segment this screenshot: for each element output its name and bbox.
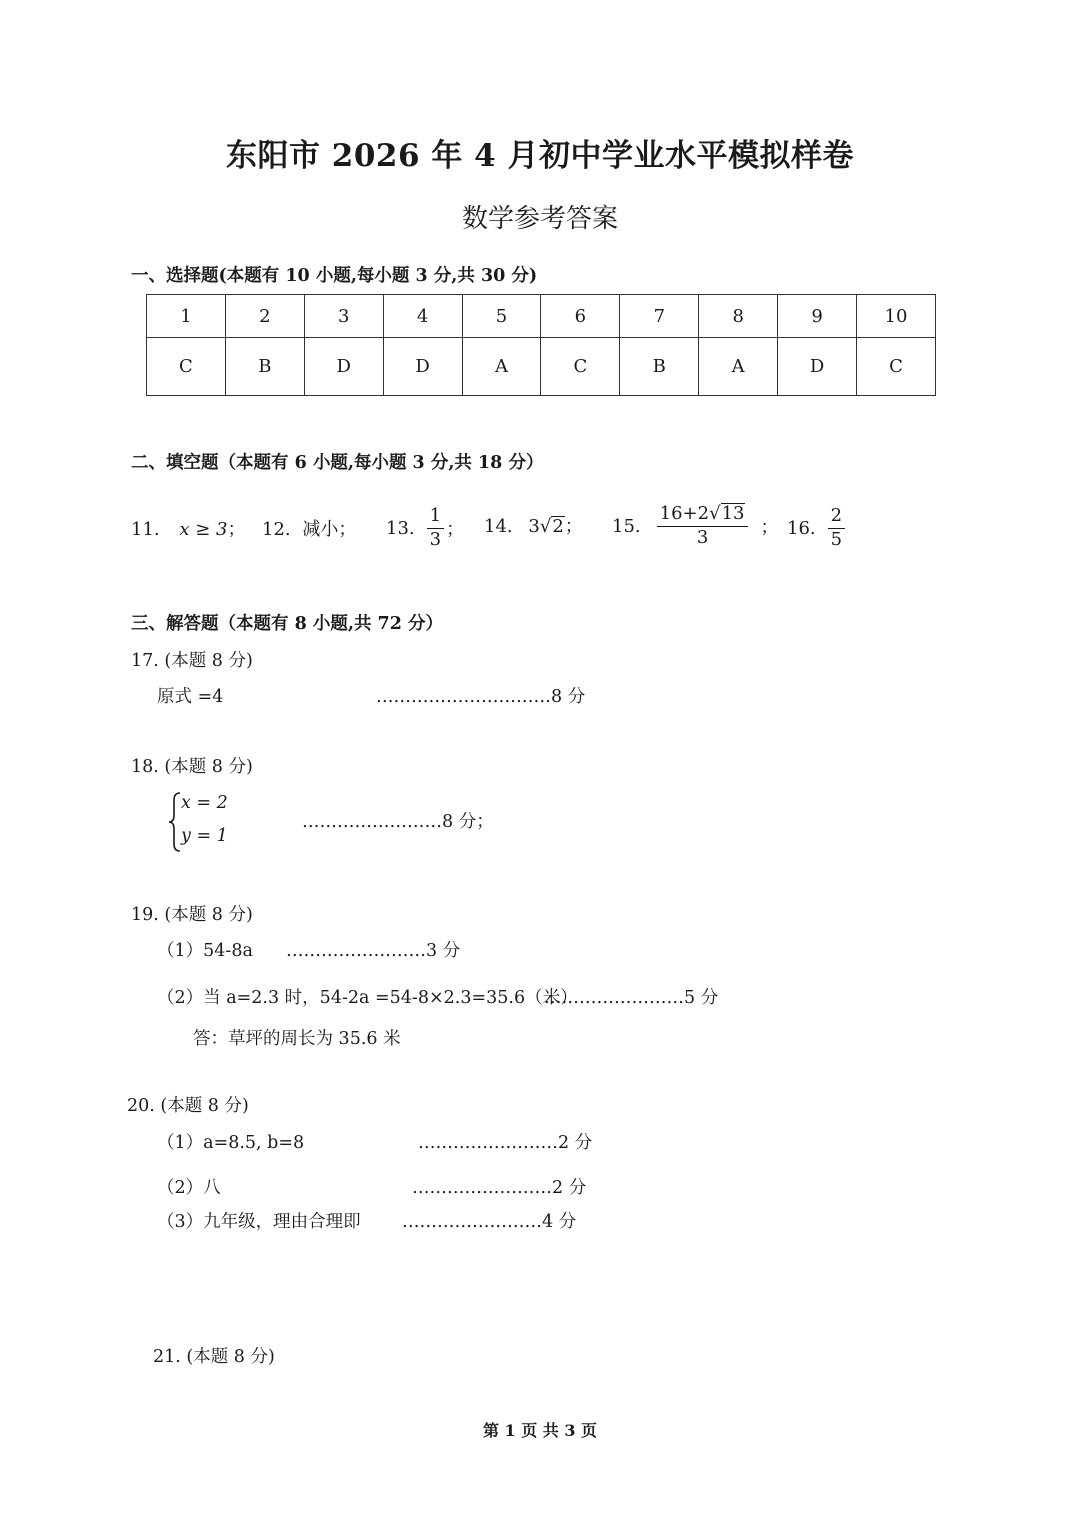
page-number: 第 1 页 共 3 页	[482, 1421, 598, 1440]
q11-value: x ≥ 3	[179, 519, 228, 540]
q14-coefficient: 3	[528, 516, 540, 537]
table-cell: 8	[699, 295, 778, 338]
q19-part1: （1）54-8a	[157, 941, 253, 961]
table-cell: 7	[620, 295, 699, 338]
q20-part1-score: ……………………2 分	[418, 1133, 593, 1153]
table-cell: 9	[778, 295, 857, 338]
q13-fraction	[427, 506, 444, 550]
q15-separator: ；	[760, 517, 779, 538]
table-cell: D	[304, 338, 383, 396]
q18-score: ……………………8 分；	[302, 812, 494, 832]
q20-heading: 20. (本题 8 分)	[127, 1096, 249, 1116]
q13-denominator: 3	[429, 528, 442, 550]
q13-number: 13.	[386, 517, 415, 539]
q20-part2-score: ……………………2 分	[412, 1178, 587, 1198]
q15-fraction	[657, 503, 749, 548]
q12-answer	[262, 515, 356, 541]
q15-radicand: 13	[721, 503, 745, 525]
section3-heading: 三、解答题（本题有 8 小题,共 72 分）	[131, 614, 443, 634]
q13-separator: ；	[446, 519, 465, 540]
q15-answer	[612, 496, 778, 556]
q13-answer	[386, 500, 464, 556]
table-cell: 10	[857, 295, 936, 338]
table-cell: 6	[541, 295, 620, 338]
table-cell: 2	[225, 295, 304, 338]
q12-value: 减小	[302, 519, 339, 540]
table-cell: A	[462, 338, 541, 396]
choice-number-row	[147, 295, 936, 338]
q12-separator: ；	[338, 519, 357, 540]
table-cell: 1	[147, 295, 226, 338]
table-cell: 4	[383, 295, 462, 338]
choice-answer-table	[146, 294, 936, 396]
section2-heading: 二、填空题（本题有 6 小题,每小题 3 分,共 18 分）	[131, 453, 544, 473]
q19-part2: （2）当 a=2.3 时，54-2a =54-8×2.3=35.6（米）	[157, 988, 578, 1008]
q16-answer	[787, 500, 845, 556]
table-cell: C	[541, 338, 620, 396]
q20-part2: （2）八	[157, 1178, 221, 1198]
left-brace-icon	[168, 791, 182, 853]
q12-number: 12.	[262, 519, 291, 540]
table-cell: A	[699, 338, 778, 396]
q18-heading: 18. (本题 8 分)	[131, 757, 253, 777]
sqrt-icon: √	[539, 516, 552, 537]
q15-numerator	[657, 503, 749, 527]
table-cell: C	[857, 338, 936, 396]
sqrt-icon: √	[709, 503, 721, 525]
q16-fraction	[828, 506, 845, 550]
page-title: 东阳市 2026 年 4 月初中学业水平模拟样卷	[225, 138, 855, 174]
q14-answer	[484, 512, 583, 538]
q18-equation-2: y = 1	[181, 826, 228, 846]
q13-numerator: 1	[427, 506, 444, 529]
q20-part3-score: ……………………4 分	[402, 1212, 577, 1232]
q16-number: 16.	[787, 517, 816, 539]
table-cell: C	[147, 338, 226, 396]
q16-denominator: 5	[830, 528, 843, 550]
section1-heading: 一、选择题(本题有 10 小题,每小题 3 分,共 30 分)	[131, 266, 538, 286]
table-cell: D	[778, 338, 857, 396]
q15-denominator: 3	[696, 527, 709, 548]
table-cell: 3	[304, 295, 383, 338]
q19-part2-score: ……………………5 分	[544, 988, 719, 1008]
q15-number: 15.	[612, 515, 641, 537]
q17-heading: 17. (本题 8 分)	[131, 651, 253, 671]
q20-part1: （1）a=8.5, b=8	[157, 1133, 305, 1153]
q17-score: …………………………8 分	[376, 687, 586, 707]
page-subtitle: 数学参考答案	[461, 204, 618, 234]
choice-answer-row	[147, 338, 936, 396]
q14-number: 14.	[484, 516, 513, 537]
q11-answer	[131, 515, 246, 541]
q11-number: 11.	[131, 519, 160, 540]
q19-part1-score: ……………………3 分	[286, 941, 461, 961]
q11-separator: ；	[227, 519, 246, 540]
q14-radicand: 2	[552, 516, 564, 537]
q20-part3: （3）九年级，理由合理即	[157, 1212, 361, 1232]
q16-numerator: 2	[828, 506, 845, 529]
table-cell: B	[620, 338, 699, 396]
q19-heading: 19. (本题 8 分)	[131, 905, 253, 925]
q18-equation-1: x = 2	[181, 793, 228, 813]
table-cell: B	[225, 338, 304, 396]
q17-line: 原式 =4	[157, 687, 224, 707]
table-cell: 5	[462, 295, 541, 338]
q21-heading: 21. (本题 8 分)	[153, 1347, 275, 1367]
q19-conclusion: 答：草坪的周长为 35.6 米	[193, 1029, 401, 1049]
table-cell: D	[383, 338, 462, 396]
q15-numerator-prefix: 16+2	[659, 503, 710, 525]
q14-separator: ；	[564, 516, 583, 537]
